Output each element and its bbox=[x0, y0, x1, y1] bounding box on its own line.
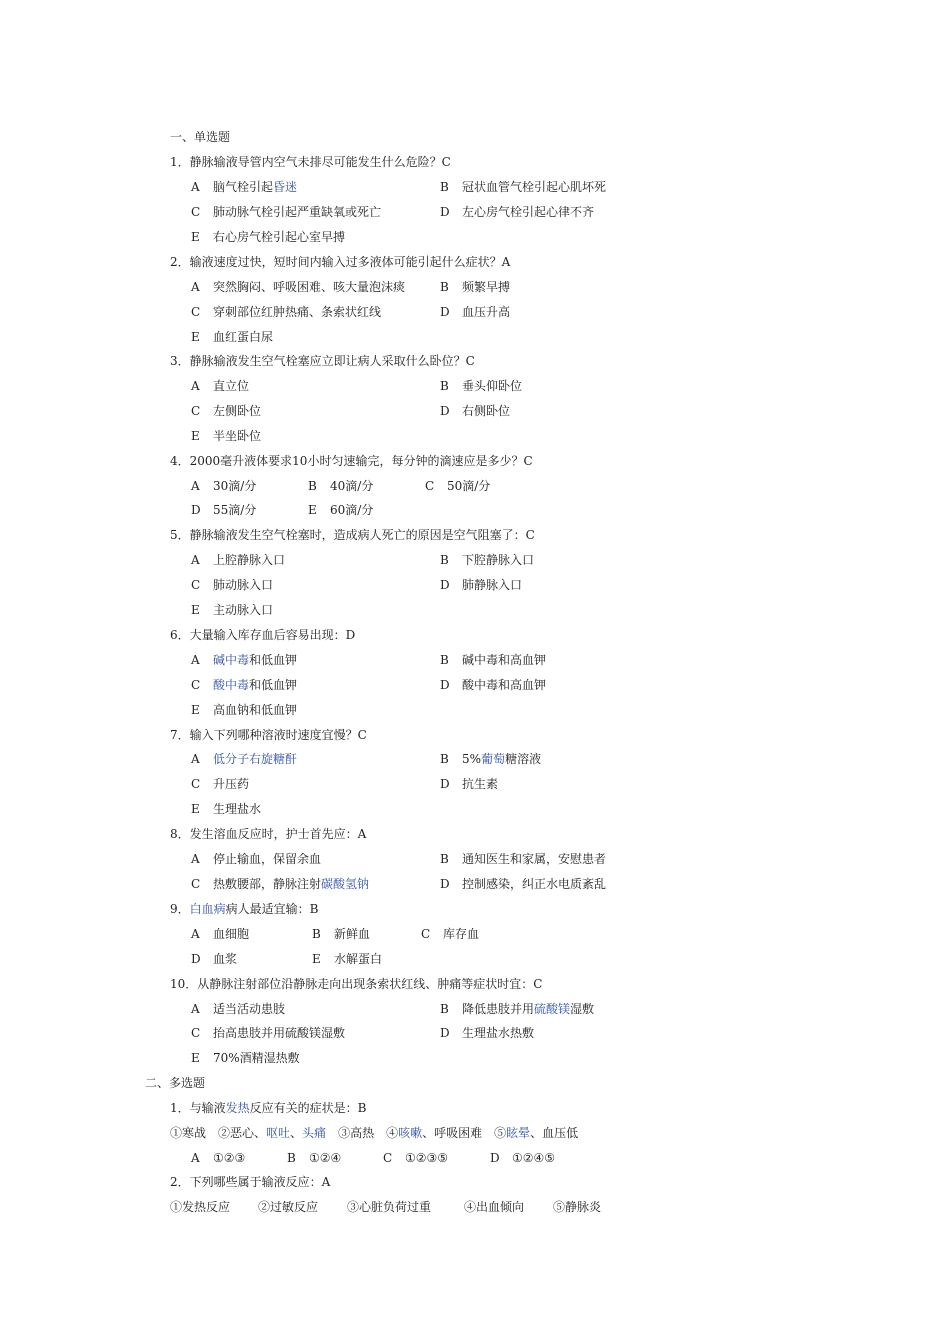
section-title-multiple-choice: 二、多选题 bbox=[145, 1076, 206, 1090]
option: E 生理盐水 bbox=[191, 802, 262, 816]
option: E 60滴/分 bbox=[308, 503, 374, 517]
option: B ①②④ bbox=[287, 1151, 342, 1165]
option: B 通知医生和家属，安慰患者 bbox=[440, 852, 607, 866]
option: C 50滴/分 bbox=[425, 479, 491, 493]
option: B 40滴/分 bbox=[308, 479, 374, 493]
option: E 半坐卧位 bbox=[191, 429, 262, 443]
option: B 碱中毒和高血钾 bbox=[440, 653, 547, 667]
question-stem: 3．静脉输液发生空气栓塞应立即让病人采取什么卧位？C bbox=[170, 354, 475, 368]
option: C 肺动脉气栓引起严重缺氧或死亡 bbox=[191, 205, 382, 219]
option: A 碱中毒和低血钾 bbox=[191, 653, 298, 667]
option: E 70%酒精湿热敷 bbox=[191, 1051, 300, 1065]
option: E 主动脉入口 bbox=[191, 603, 274, 617]
option: C 升压药 bbox=[191, 777, 250, 791]
option: C 热敷腰部，静脉注射碳酸氢钠 bbox=[191, 877, 370, 891]
option: A 脑气栓引起昏迷 bbox=[191, 180, 298, 194]
option: D 左心房气栓引起心律不齐 bbox=[440, 205, 595, 219]
question-stem: 5．静脉输液发生空气栓塞时，造成病人死亡的原因是空气阻塞了：C bbox=[170, 528, 535, 542]
option: B 频繁早搏 bbox=[440, 280, 511, 294]
option: C ①②③⑤ bbox=[383, 1151, 449, 1165]
reaction-item: ③心脏负荷过重 bbox=[347, 1200, 432, 1214]
reaction-item: ④出血倾向 bbox=[464, 1200, 525, 1214]
option: D 酸中毒和高血钾 bbox=[440, 678, 547, 692]
symptom-list: ①寒战 ②恶心、呕吐、头痛 ③高热 ④咳嗽、呼吸困难 ⑤眩晕、血压低 bbox=[170, 1126, 579, 1140]
question-stem: 1．静脉输液导管内空气未排尽可能发生什么危险？C bbox=[170, 155, 451, 169]
question-stem: 8．发生溶血反应时，护士首先应：A bbox=[170, 827, 367, 841]
option: A 30滴/分 bbox=[191, 479, 257, 493]
option: A 适当活动患肢 bbox=[191, 1002, 286, 1016]
reaction-item: ①发热反应 bbox=[170, 1200, 231, 1214]
option: C 抬高患肢并用硫酸镁湿敷 bbox=[191, 1026, 346, 1040]
option: B 下腔静脉入口 bbox=[440, 553, 535, 567]
option: D 血浆 bbox=[191, 952, 238, 966]
question-stem: 6．大量输入库存血后容易出现：D bbox=[170, 628, 356, 642]
question-stem: 2．下列哪些属于输液反应：A bbox=[170, 1175, 331, 1189]
option: A 突然胸闷、呼吸困难、咳大量泡沫痰 bbox=[191, 280, 406, 294]
reaction-item: ⑤静脉炎 bbox=[553, 1200, 602, 1214]
option: E 右心房气栓引起心室早搏 bbox=[191, 230, 346, 244]
question-stem: 4．2000毫升液体要求10小时匀速输完，每分钟的滴速应是多少？C bbox=[170, 454, 533, 468]
option: B 垂头仰卧位 bbox=[440, 379, 523, 393]
option: A 血细胞 bbox=[191, 927, 250, 941]
option: A 低分子右旋糖酐 bbox=[191, 752, 298, 766]
option: A 停止输血，保留余血 bbox=[191, 852, 322, 866]
option: B 降低患肢并用硫酸镁湿敷 bbox=[440, 1002, 595, 1016]
section-title-single-choice: 一、单选题 bbox=[170, 130, 231, 144]
option: E 高血钠和低血钾 bbox=[191, 703, 298, 717]
option: A 上腔静脉入口 bbox=[191, 553, 286, 567]
option: E 血红蛋白尿 bbox=[191, 330, 274, 344]
option: D ①②④⑤ bbox=[490, 1151, 556, 1165]
option: D 肺静脉入口 bbox=[440, 578, 523, 592]
option: C 酸中毒和低血钾 bbox=[191, 678, 298, 692]
option: E 水解蛋白 bbox=[312, 952, 383, 966]
reaction-item: ②过敏反应 bbox=[258, 1200, 319, 1214]
option: D 生理盐水热敷 bbox=[440, 1026, 535, 1040]
question-stem: 7．输入下列哪种溶液时速度宜慢？C bbox=[170, 728, 367, 742]
option: D 血压升高 bbox=[440, 305, 511, 319]
option: A ①②③ bbox=[191, 1151, 246, 1165]
option: D 抗生素 bbox=[440, 777, 499, 791]
option: A 直立位 bbox=[191, 379, 250, 393]
option: B 新鲜血 bbox=[312, 927, 371, 941]
option: C 库存血 bbox=[421, 927, 480, 941]
option: C 肺动脉入口 bbox=[191, 578, 274, 592]
question-stem: 1．与输液发热反应有关的症状是：B bbox=[170, 1101, 367, 1115]
question-stem: 10．从静脉注射部位沿静脉走向出现条索状红线、肿痛等症状时宜：C bbox=[170, 977, 543, 991]
option: D 控制感染，纠正水电质紊乱 bbox=[440, 877, 607, 891]
option: B 5%葡萄糖溶液 bbox=[440, 752, 542, 766]
question-stem: 2．输液速度过快，短时间内输入过多液体可能引起什么症状？A bbox=[170, 255, 511, 269]
option: D 55滴/分 bbox=[191, 503, 257, 517]
option: B 冠状血管气栓引起心肌坏死 bbox=[440, 180, 607, 194]
option: C 左侧卧位 bbox=[191, 404, 262, 418]
question-stem: 9．白血病病人最适宜输：B bbox=[170, 902, 319, 916]
option: C 穿刺部位红肿热痛、条索状红线 bbox=[191, 305, 382, 319]
option: D 右侧卧位 bbox=[440, 404, 511, 418]
